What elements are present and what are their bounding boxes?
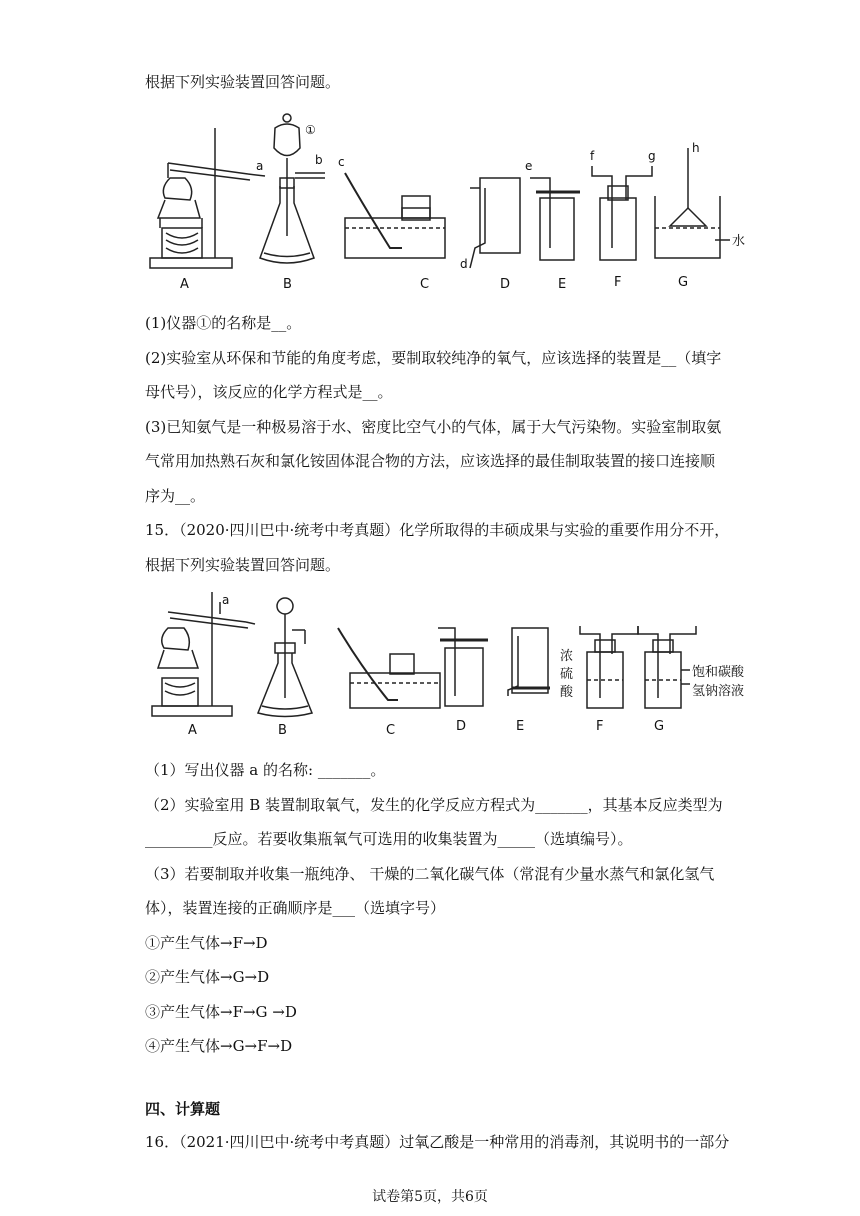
- q15-F-reagent-3: 酸: [560, 685, 574, 700]
- q14-caption-D: D: [500, 277, 511, 292]
- q14-apparatus-G: [655, 148, 730, 258]
- q15-apparatus-figure: [140, 588, 760, 740]
- q14-label-a: a: [256, 159, 264, 173]
- q15-caption-D: D: [456, 719, 467, 734]
- q15-sub2b: _________反应。若要收集瓶氧气可选用的收集装置为_____（选填编号）。: [145, 830, 633, 848]
- q15-sub3b: 体），装置连接的正确顺序是___（选填字号）: [145, 899, 446, 917]
- q15-caption-C: C: [386, 723, 396, 738]
- q15-label-a: a: [222, 593, 230, 607]
- q14-sub2b: 母代号），该反应的化学方程式是__。: [145, 383, 393, 401]
- q16-header: 16．（2021·四川巴中·统考中考真题）过氧乙酸是一种常用的消毒剂，其说明书的一部分: [145, 1133, 730, 1151]
- q15-F-reagent-2: 硫: [560, 667, 574, 682]
- q14-sub3c: 序为__。: [145, 487, 206, 505]
- q15-header-a: 15．（2020·四川巴中·统考中考真题）化学所取得的丰硕成果与实验的重要作用分不开，: [145, 521, 730, 539]
- q14-label-b: b: [315, 153, 323, 167]
- section-heading: 四、计算题: [145, 1100, 221, 1118]
- q14-label-circle1: ①: [305, 123, 316, 137]
- q15-caption-G: G: [654, 719, 665, 734]
- q15-sub2a: （2）实验室用 B 装置制取氧气，发生的化学反应方程式为_______，其基本反应类型为: [145, 796, 723, 814]
- q14-apparatus-A: [150, 128, 265, 268]
- q15-header-b: 根据下列实验装置回答问题。: [145, 556, 341, 574]
- q15-option-4: ④产生气体→G→F→D: [145, 1037, 293, 1055]
- q14-label-h: h: [692, 141, 700, 155]
- q15-sub1: （1）写出仪器 a 的名称: _______。: [145, 761, 386, 779]
- q14-label-water: 水: [732, 234, 746, 249]
- q15-option-3: ③产生气体→F→G →D: [145, 1003, 297, 1021]
- q15-apparatus-B: [258, 598, 312, 717]
- q15-apparatus-G: [638, 626, 696, 708]
- q15-apparatus-D: [438, 628, 488, 706]
- q14-sub1: (1)仪器①的名称是__。: [145, 314, 302, 332]
- q15-apparatus-C: [338, 628, 440, 708]
- q14-sub2a: (2)实验室从环保和节能的角度考虑，要制取较纯净的氧气，应该选择的装置是__（填字: [145, 349, 722, 367]
- q14-intro: 根据下列实验装置回答问题。: [145, 73, 341, 91]
- q15-option-2: ②产生气体→G→D: [145, 968, 270, 986]
- q14-label-c: c: [338, 155, 345, 169]
- q15-caption-A: A: [188, 723, 197, 738]
- q15-G-reagent-2: 氢钠溶液: [692, 684, 745, 699]
- q15-option-1: ①产生气体→F→D: [145, 934, 268, 952]
- page-footer: 试卷第5页，共6页: [372, 1189, 488, 1205]
- q14-label-d: d: [460, 257, 468, 271]
- q14-label-g: g: [648, 149, 656, 163]
- q14-caption-F: F: [614, 275, 622, 290]
- q15-apparatus-A: [152, 592, 255, 716]
- q14-sub3a: (3)已知氨气是一种极易溶于水、密度比空气小的气体，属于大气污染物。实验室制取氨: [145, 418, 722, 436]
- q14-caption-E: E: [558, 277, 567, 292]
- q15-caption-B: B: [278, 723, 287, 738]
- q14-label-f: f: [590, 149, 595, 163]
- q15-apparatus-F: [580, 626, 638, 708]
- q14-caption-B: B: [283, 277, 292, 292]
- q15-F-reagent-1: 浓: [560, 649, 574, 664]
- q14-apparatus-D: [470, 178, 520, 268]
- q14-apparatus-figure: [140, 108, 760, 296]
- q14-sub3b: 气常用加热熟石灰和氯化铵固体混合物的方法，应该选择的最佳制取装置的接口连接顺: [145, 452, 716, 470]
- q14-apparatus-E: [530, 178, 580, 260]
- q15-caption-E: E: [516, 719, 525, 734]
- q14-caption-A: A: [180, 277, 189, 292]
- q14-label-e: e: [525, 159, 533, 173]
- q15-G-reagent-1: 饱和碳酸: [692, 665, 745, 680]
- q15-caption-F: F: [596, 719, 604, 734]
- q14-caption-C: C: [420, 277, 430, 292]
- q14-apparatus-F: [592, 166, 652, 260]
- q14-caption-G: G: [678, 275, 689, 290]
- q15-sub3a: （3）若要制取并收集一瓶纯净、 干燥的二氧化碳气体（常混有少量水蒸气和氯化氢气: [145, 865, 715, 883]
- q14-apparatus-C: [345, 173, 445, 258]
- q15-apparatus-E: [508, 628, 550, 696]
